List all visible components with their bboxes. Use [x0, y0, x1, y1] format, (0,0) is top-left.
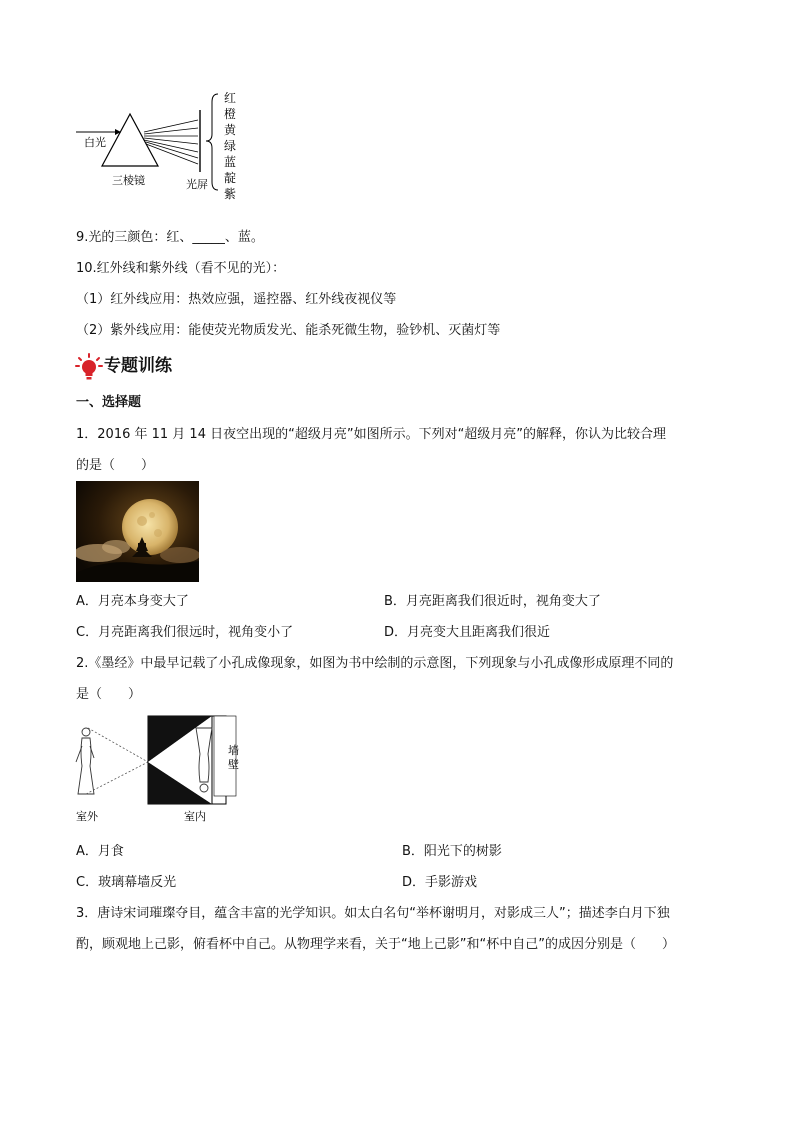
prism-shape [102, 114, 158, 166]
note-item-10-1: （1）红外线应用：热效应强，遥控器、红外线夜视仪等 [76, 292, 397, 307]
question-2-option-a: A．月食 [76, 844, 124, 859]
super-moon-photo [76, 481, 199, 582]
question-2-option-c: C．玻璃幕墙反光 [76, 875, 177, 890]
section-subtitle: 一、选择题 [76, 395, 142, 410]
question-2-stem-line2: 是（ ） [76, 687, 142, 702]
question-3-stem-line2: 酌，顾观地上己影，俯看杯中自己。从物理学来看，关于“地上己影”和“杯中自己”的成因分别是（ ） [76, 937, 675, 952]
prism-dispersion-figure [72, 86, 252, 206]
color-yellow: 黄 [224, 123, 237, 137]
wall-label-1: 墙 [228, 744, 239, 757]
pinhole-camera-figure [72, 712, 252, 824]
question-1-option-b: B．月亮距离我们很近时，视角变大了 [384, 594, 601, 609]
question-1-option-a: A．月亮本身变大了 [76, 594, 189, 609]
question-2-option-d: D．手影游戏 [402, 875, 478, 890]
inside-label: 室内 [184, 810, 206, 823]
wall-label-2: 壁 [228, 758, 239, 771]
color-red: 红 [224, 91, 237, 105]
prism-label: 三棱镜 [112, 174, 145, 187]
note-item-10: 10.红外线和紫外线（看不见的光）： [76, 261, 286, 276]
fill-blank: _____ [192, 230, 225, 245]
color-violet: 紫 [224, 187, 237, 201]
color-blue: 蓝 [224, 155, 237, 169]
color-green: 绿 [224, 139, 237, 153]
question-2-option-b: B．阳光下的树影 [402, 844, 502, 859]
lightbulb-icon [74, 352, 104, 382]
note-item-9: 9.光的三颜色：红、_____、蓝。 [76, 230, 264, 245]
outside-label: 室外 [76, 810, 98, 823]
white-light-label: 白光 [84, 136, 106, 149]
question-1-stem-line2: 的是（ ） [76, 458, 155, 473]
question-1-option-d: D．月亮变大且距离我们很近 [384, 625, 551, 640]
note-item-10-2: （2）紫外线应用：能使荧光物质发光、能杀死微生物，验钞机、灭菌灯等 [76, 323, 501, 338]
section-title: 专题训练 [104, 356, 172, 376]
color-indigo: 靛 [224, 171, 237, 185]
question-3-stem-line1: 3．唐诗宋词璀璨夺目，蕴含丰富的光学知识。如太白名句“举杯谢明月，对影成三人”；描述李白月下独 [76, 906, 670, 921]
question-1-option-c: C．月亮距离我们很远时，视角变小了 [76, 625, 294, 640]
question-1-stem-line1: 1．2016 年 11 月 14 日夜空出现的“超级月亮”如图所示。下列对“超级月亮”的解释，你认为比较合理 [76, 427, 667, 442]
screen-label: 光屏 [186, 178, 208, 191]
question-2-stem-line1: 2.《墨经》中最早记载了小孔成像现象，如图为书中绘制的示意图，下列现象与小孔成像形成原理不同的 [76, 656, 674, 671]
color-brace [206, 94, 218, 190]
color-orange: 橙 [224, 107, 237, 121]
